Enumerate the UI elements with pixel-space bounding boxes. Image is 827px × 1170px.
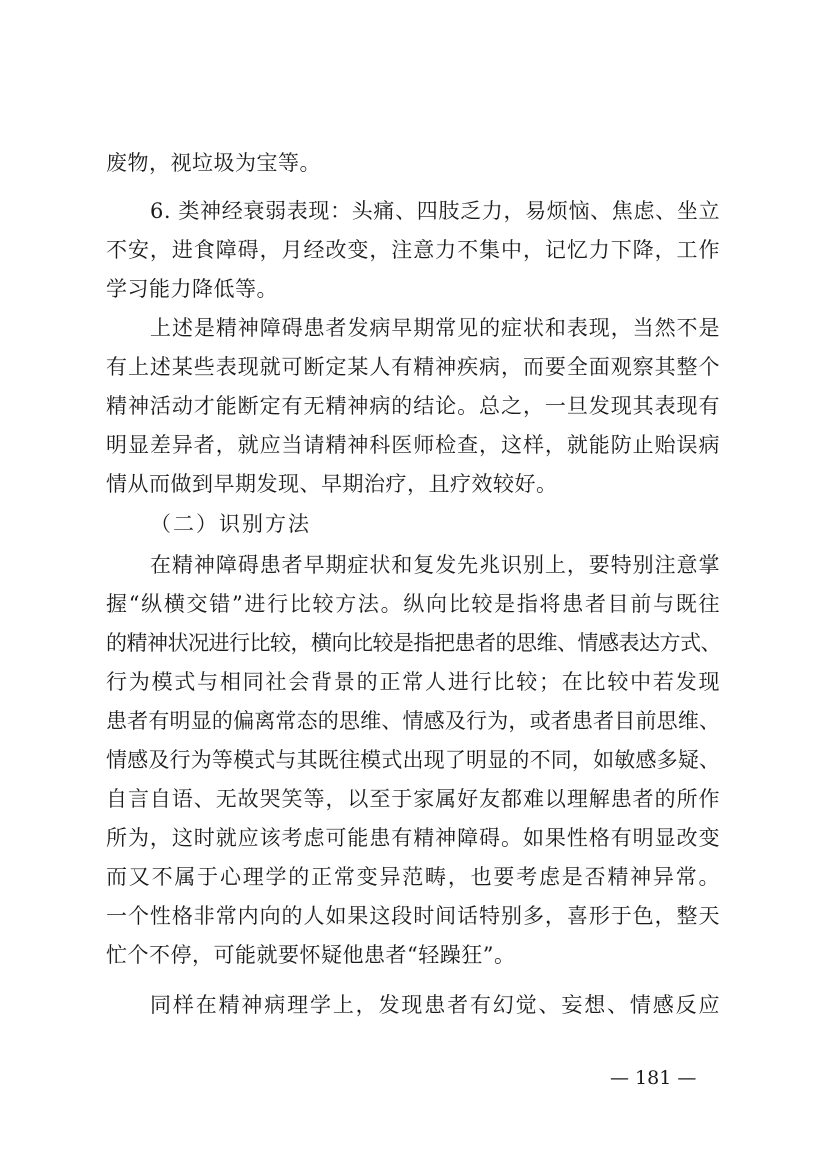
text-line: 上述是精神障碍患者发病早期常见的症状和表现，当然不是 [150, 316, 720, 340]
text-line: 废物，视垃圾为宝等。 [106, 151, 321, 175]
text-line: 6. 类神经衰弱表现：头痛、四肢乏力，易烦恼、焦虑、坐立 [150, 199, 720, 223]
text-line: 而又不属于心理学的正常变异范畴，也要考虑是否精神异常。 [106, 865, 720, 889]
text-line: 所为，这时就应该考虑可能患有精神障碍。如果性格有明显改变 [106, 826, 720, 850]
text-line: 同样在精神病理学上，发现患者有幻觉、妄想、情感反应 [150, 993, 720, 1017]
text-line: 自言自语、无故哭笑等，以至于家属好友都难以理解患者的所作 [106, 787, 720, 811]
text-line: 情感及行为等模式与其既往模式出现了明显的不同，如敏感多疑、 [106, 748, 720, 772]
text-line: 在精神障碍患者早期症状和复发先兆识别上，要特别注意掌 [150, 553, 720, 577]
section-heading: （二）识别方法 [150, 512, 311, 536]
text-line: 握“纵横交错”进行比较方法。纵向比较是指将患者目前与既往 [106, 592, 720, 616]
text-line: 患者有明显的偏离常态的思维、情感及行为，或者患者目前思维、 [106, 709, 720, 733]
text-line: 的精神状况进行比较，横向比较是指把患者的思维、情感表达方式、 [106, 631, 721, 655]
text-line: 精神活动才能断定有无精神病的结论。总之，一旦发现其表现有 [106, 394, 720, 418]
text-line: 行为模式与相同社会背景的正常人进行比较；在比较中若发现 [106, 670, 720, 694]
text-line: 有上述某些表现就可断定某人有精神疾病，而要全面观察其整个 [106, 355, 720, 379]
page-number: — 181 — [610, 1067, 697, 1089]
text-line: 情从而做到早期发现、早期治疗，且疗效较好。 [106, 472, 558, 496]
text-line: 明显差异者，就应当请精神科医师检查，这样，就能防止贻误病 [106, 433, 720, 457]
text-line: 学习能力降低等。 [106, 277, 278, 301]
text-line: 忙个不停，可能就要怀疑他患者“轻躁狂”。 [106, 943, 516, 967]
text-line: 一个性格非常内向的人如果这段时间话特别多，喜形于色，整天 [106, 904, 720, 928]
text-line: 不安，进食障碍，月经改变，注意力不集中，记忆力下降，工作 [106, 238, 720, 262]
